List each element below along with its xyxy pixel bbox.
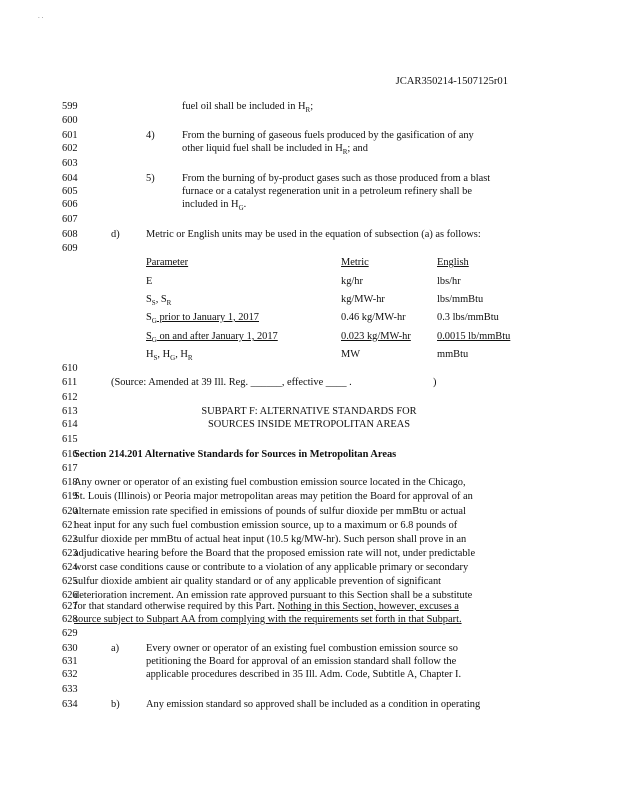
subpart-heading-line-1: SUBPART F: ALTERNATIVE STANDARDS FOR: [201, 406, 417, 417]
item-5-marker: 5): [146, 173, 155, 184]
subsection-b-line-1: Any emission standard so approved shall be included as a condition in operating: [146, 699, 481, 710]
subpart-heading-line-2: SOURCES INSIDE METROPOLITAN AREAS: [207, 419, 411, 430]
line-number: 631: [62, 656, 78, 667]
item-4-line-1: From the burning of gaseous fuels produced by the gasification of any: [182, 130, 474, 141]
line-number: 634: [62, 699, 78, 710]
body-line-11: source subject to Subpart AA from complying with the requirements set forth in that Subpart.: [74, 614, 462, 625]
body-line: deterioration increment. An emission rate approved pursuant to this Section shall be a substitute: [74, 590, 473, 601]
line-number: 614: [62, 419, 78, 430]
body-line: sulfur dioxide per mmBtu of actual heat input (10.5 kg/MW-hr). Such person shall prove in an: [74, 534, 467, 545]
table-row-2-english: lbs/mmBtu: [437, 294, 484, 305]
body-line: alternate emission rate specified in emissions of pounds of sulfur dioxide per mmBtu or actual: [74, 506, 466, 517]
table-header-english: English: [437, 257, 469, 268]
line-number: 629: [62, 628, 78, 639]
body-line: Any owner or operator of an existing fuel combustion emission source located in the Chicago,: [74, 477, 466, 488]
item-5-line-1: From the burning of by-product gases such as those produced from a blast: [182, 173, 491, 184]
item-4-line-2: other liquid fuel shall be included in $H_R$; and: [182, 143, 368, 157]
line-number: 616: [62, 449, 78, 460]
item-5-line-3: included in $H_G$.: [182, 199, 247, 213]
body-line: worst case conditions cause or contribute to a violation of any applicable primary or secondary: [74, 562, 469, 573]
line-number: 628: [62, 614, 78, 625]
body-line: sulfur dioxide ambient air quality standard or of any applicable prevention of significant: [74, 576, 442, 587]
table-header-metric: Metric: [341, 257, 369, 268]
line-number: 627: [62, 601, 78, 612]
line-number: 630: [62, 643, 78, 654]
body-line-10: for that standard otherwise required by this Part. Nothing in this Section, however, excuses a: [74, 601, 459, 612]
subsection-a-marker: a): [111, 643, 120, 654]
line-number: 620: [62, 506, 78, 517]
body-line: St. Louis (Illinois) or Peoria major metropolitan areas may petition the Board for approval of an: [74, 491, 473, 502]
subsection-d-marker: d): [111, 229, 120, 240]
line-number: 615: [62, 434, 78, 445]
line-number: 619: [62, 491, 78, 502]
table-row-2-metric: kg/MW-hr: [341, 294, 385, 305]
table-row-5-param: $H_S$, $H_G$, $H_R$: [146, 349, 193, 363]
table-row-1-param: E: [146, 276, 153, 287]
table-row-4-metric: 0.023 kg/MW-hr: [341, 331, 411, 342]
line-number: 606: [62, 199, 78, 210]
line-number: 621: [62, 520, 78, 531]
table-row-5-english: mmBtu: [437, 349, 469, 360]
table-row-1-english: lbs/hr: [437, 276, 461, 287]
scan-speck: . .: [38, 12, 44, 20]
line-number: 626: [62, 590, 78, 601]
subsection-a-line-1: Every owner or operator of an existing fuel combustion emission source so: [146, 643, 458, 654]
body-line: adjudicative hearing before the Board that the proposed emission rate will not, under predictable: [74, 548, 476, 559]
subsection-a-line-2: petitioning the Board for approval of an emission standard shall follow the: [146, 656, 457, 667]
line-number: 617: [62, 463, 78, 474]
table-row-5-metric: MW: [341, 349, 361, 360]
item-4-marker: 4): [146, 130, 155, 141]
line-number: 601: [62, 130, 78, 141]
table-row-2-param: $S_S$, $S_R$: [146, 294, 172, 308]
source-note-close: ): [433, 377, 437, 388]
line-number: 602: [62, 143, 78, 154]
line-number: 609: [62, 243, 78, 254]
table-row-3-metric: 0.46 kg/MW-hr: [341, 312, 406, 323]
subsection-b-marker: b): [111, 699, 120, 710]
line-number: 633: [62, 684, 78, 695]
line-number: 608: [62, 229, 78, 240]
line-number: 618: [62, 477, 78, 488]
line-number: 623: [62, 548, 78, 559]
line-number: 632: [62, 669, 78, 680]
body-line: heat input for any such fuel combustion emission source, up to a maximum or 6.8 pounds of: [74, 520, 458, 531]
line-number: 622: [62, 534, 78, 545]
line-number: 613: [62, 406, 78, 417]
table-row-3-english: 0.3 lbs/mmBtu: [437, 312, 499, 323]
document-id-header: JCAR350214-1507125r01: [395, 76, 508, 87]
line-599-text: fuel oil shall be included in $H_R$;: [182, 101, 314, 115]
item-5-line-2: furnace or a catalyst regeneration unit in a petroleum refinery shall be: [182, 186, 472, 197]
line-number: 612: [62, 392, 78, 403]
line-number: 624: [62, 562, 78, 573]
line-number: 603: [62, 158, 78, 169]
line-number: 600: [62, 115, 78, 126]
table-row-4-param: $S_G$ on and after January 1, 2017: [146, 331, 278, 345]
line-number: 599: [62, 101, 78, 112]
table-row-3-param: $S_G$ prior to January 1, 2017: [146, 312, 259, 326]
line-number: 607: [62, 214, 78, 225]
table-row-4-english: 0.0015 lb/mmBtu: [437, 331, 511, 342]
line-number: 610: [62, 363, 78, 374]
line-number: 604: [62, 173, 78, 184]
source-note: (Source: Amended at 39 Ill. Reg. ______, effective ____ .: [111, 377, 352, 388]
subsection-a-line-3: applicable procedures described in 35 Ill. Adm. Code, Subtitle A, Chapter I.: [146, 669, 462, 680]
line-number: 611: [62, 377, 78, 388]
line-number: 625: [62, 576, 78, 587]
table-row-1-metric: kg/hr: [341, 276, 363, 287]
subsection-d-text: Metric or English units may be used in the equation of subsection (a) as follows:: [146, 229, 481, 240]
line-number: 605: [62, 186, 78, 197]
table-header-parameter: Parameter: [146, 257, 189, 268]
section-title: Section 214.201 Alternative Standards for Sources in Metropolitan Areas: [74, 449, 397, 460]
